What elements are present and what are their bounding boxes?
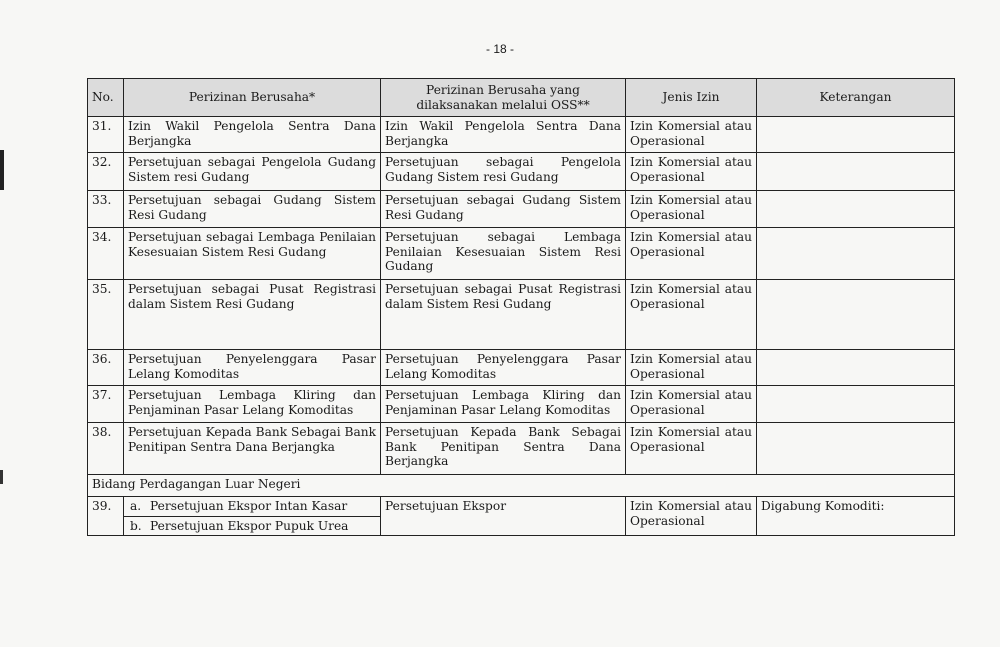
row-no: 37.	[88, 386, 124, 423]
row-jenis: Izin Komersial atau Operasional	[626, 153, 757, 191]
row-jenis: Izin Komersial atau Operasional	[626, 191, 757, 228]
row-perizinan: Izin Wakil Pengelola Sentra Dana Berjangka	[124, 117, 381, 153]
row-keterangan	[757, 228, 955, 280]
table-row	[88, 117, 955, 153]
row-perizinan: Persetujuan Kepada Bank Sebagai Bank Penitipan Sentra Dana Berjangka	[124, 423, 381, 475]
header-jenis: Jenis Izin	[626, 79, 757, 117]
row-perizinan-sublist	[124, 497, 381, 536]
scan-edge-mark	[0, 470, 3, 484]
row-no: 38.	[88, 423, 124, 475]
row-keterangan	[757, 280, 955, 350]
header-keterangan: Keterangan	[757, 79, 955, 117]
table-row	[88, 228, 955, 280]
table-row	[88, 191, 955, 228]
row-oss: Persetujuan sebagai Pengelola Gudang Sistem resi Gudang	[381, 153, 626, 191]
row-no: 34.	[88, 228, 124, 280]
header-oss: Perizinan Berusaha yang dilaksanakan melalui OSS**	[381, 79, 626, 117]
row-perizinan: Persetujuan Lembaga Kliring dan Penjaminan Pasar Lelang Komoditas	[124, 386, 381, 423]
table-row	[88, 280, 955, 350]
row-oss: Persetujuan sebagai Gudang Sistem Resi Gudang	[381, 191, 626, 228]
row-no: 39.	[88, 497, 124, 536]
section-heading: Bidang Perdagangan Luar Negeri	[88, 475, 955, 497]
row-keterangan: Digabung Komoditi:	[757, 497, 955, 536]
row-jenis: Izin Komersial atau Operasional	[626, 423, 757, 475]
sub-item-letter: b.	[130, 518, 142, 533]
row-oss: Persetujuan sebagai Lembaga Penilaian Kesesuaian Sistem Resi Gudang	[381, 228, 626, 280]
table-row	[88, 497, 955, 536]
row-no: 31.	[88, 117, 124, 153]
row-perizinan: Persetujuan sebagai Pengelola Gudang Sistem resi Gudang	[124, 153, 381, 191]
row-perizinan: Persetujuan Penyelenggara Pasar Lelang Komoditas	[124, 350, 381, 386]
row-keterangan	[757, 153, 955, 191]
row-perizinan: Persetujuan sebagai Lembaga Penilaian Kesesuaian Sistem Resi Gudang	[124, 228, 381, 280]
row-keterangan	[757, 191, 955, 228]
row-perizinan: Persetujuan sebagai Pusat Registrasi dalam Sistem Resi Gudang	[124, 280, 381, 350]
table-row	[88, 350, 955, 386]
header-no: No.	[88, 79, 124, 117]
row-jenis: Izin Komersial atau Operasional	[626, 386, 757, 423]
row-oss: Persetujuan sebagai Pusat Registrasi dalam Sistem Resi Gudang	[381, 280, 626, 350]
sub-item-text: Persetujuan Ekspor Intan Kasar	[150, 499, 348, 513]
sub-item-letter: a.	[130, 499, 142, 513]
row-keterangan	[757, 117, 955, 153]
row-keterangan	[757, 350, 955, 386]
table-row	[88, 386, 955, 423]
row-perizinan: Persetujuan sebagai Gudang Sistem Resi Gudang	[124, 191, 381, 228]
table-header-row	[88, 79, 955, 117]
page-number: - 18 -	[485, 42, 514, 56]
scan-edge-mark	[0, 150, 4, 190]
header-perizinan: Perizinan Berusaha*	[124, 79, 381, 117]
licensing-table	[87, 78, 955, 536]
sub-item	[124, 497, 380, 516]
row-oss: Persetujuan Lembaga Kliring dan Penjaminan Pasar Lelang Komoditas	[381, 386, 626, 423]
table-row	[88, 153, 955, 191]
row-no: 36.	[88, 350, 124, 386]
sub-item-text: Persetujuan Ekspor Pupuk Urea	[150, 518, 349, 533]
row-keterangan	[757, 386, 955, 423]
row-jenis: Izin Komersial atau Operasional	[626, 228, 757, 280]
row-oss: Persetujuan Penyelenggara Pasar Lelang Komoditas	[381, 350, 626, 386]
row-oss: Izin Wakil Pengelola Sentra Dana Berjangka	[381, 117, 626, 153]
row-jenis: Izin Komersial atau Operasional	[626, 497, 757, 536]
section-row	[88, 475, 955, 497]
row-oss: Persetujuan Kepada Bank Sebagai Bank Penitipan Sentra Dana Berjangka	[381, 423, 626, 475]
row-jenis: Izin Komersial atau Operasional	[626, 350, 757, 386]
row-no: 35.	[88, 280, 124, 350]
row-jenis: Izin Komersial atau Operasional	[626, 117, 757, 153]
row-jenis: Izin Komersial atau Operasional	[626, 280, 757, 350]
row-no: 33.	[88, 191, 124, 228]
row-no: 32.	[88, 153, 124, 191]
table-row	[88, 423, 955, 475]
row-keterangan	[757, 423, 955, 475]
row-oss: Persetujuan Ekspor	[381, 497, 626, 536]
sub-item	[124, 516, 380, 536]
